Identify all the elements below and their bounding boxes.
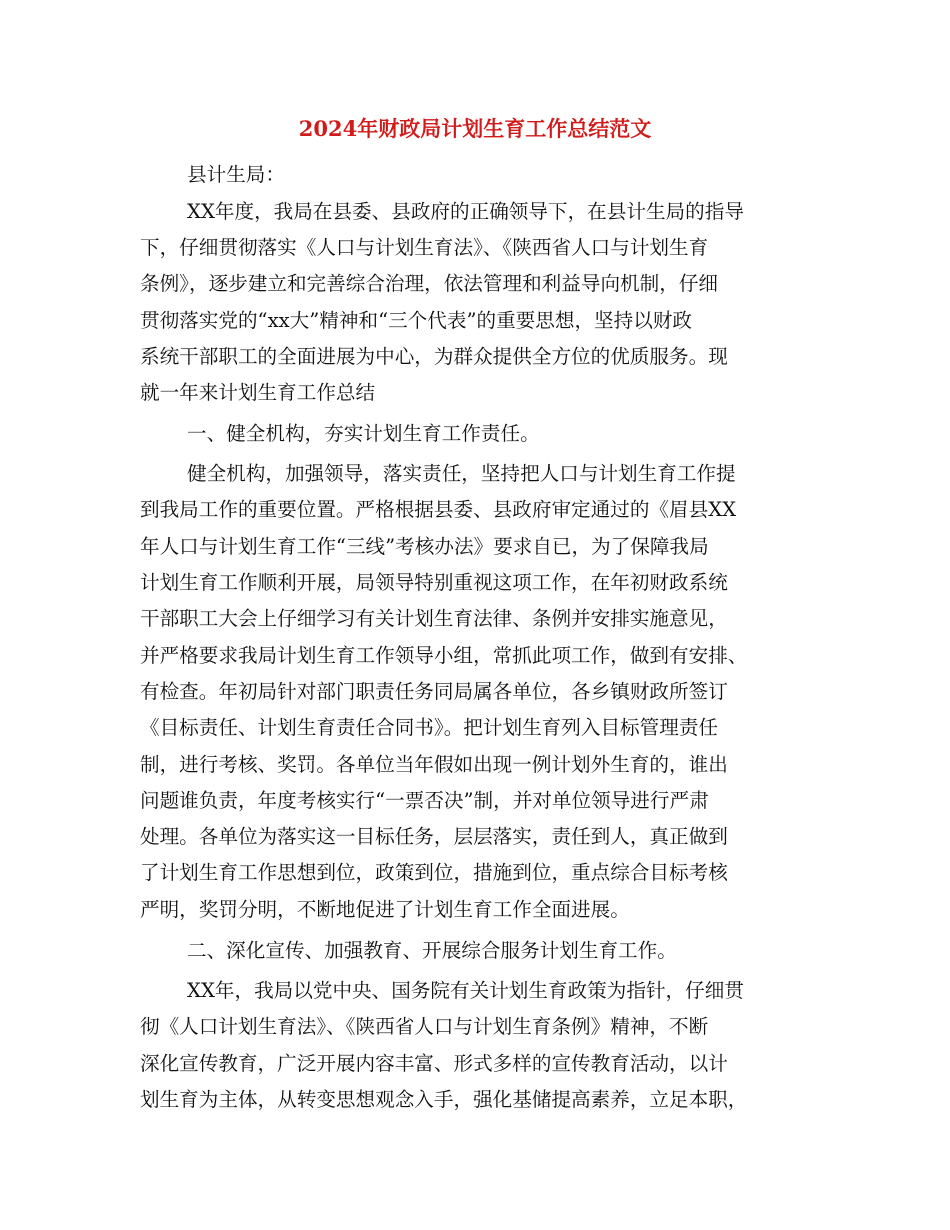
paragraph-line: 彻《人口计划生育法》、《陕西省人口与计划生育条例》精神，不断 bbox=[140, 1015, 709, 1038]
paragraph-line: 干部职工大会上仔细学习有关计划生育法律、条例并安排实施意见， bbox=[140, 607, 728, 630]
paragraph-line: 处理。各单位为落实这一目标任务，层层落实，责任到人，真正做到 bbox=[140, 825, 728, 848]
paragraph-line: 深化宣传教育，广泛开展内容丰富、形式多样的宣传教育活动，以计 bbox=[140, 1052, 728, 1075]
paragraph-line: 条例》，逐步建立和完善综合治理，依法管理和利益导向机制，仔细 bbox=[140, 272, 719, 295]
paragraph-line: 了计划生育工作思想到位，政策到位，措施到位，重点综合目标考核 bbox=[140, 861, 728, 884]
paragraph-line: XX年度，我局在县委、县政府的正确领导下，在县计生局的指导 bbox=[187, 200, 744, 223]
paragraph-line: 计划生育工作顺利开展，局领导特别重视这项工作，在年初财政系统 bbox=[140, 571, 728, 594]
paragraph-line: 到我局工作的重要位置。严格根据县委、县政府审定通过的《眉县XX bbox=[140, 498, 737, 521]
paragraph-line: 年人口与计划生育工作“三线”考核办法》要求自已，为了保障我局 bbox=[140, 535, 709, 558]
section-heading: 一、健全机构，夯实计划生育工作责任。 bbox=[187, 422, 540, 445]
paragraph-line: 严明，奖罚分明，不断地促进了计划生育工作全面进展。 bbox=[140, 898, 630, 921]
paragraph-line: 健全机构，加强领导，落实责任，坚持把人口与计划生育工作提 bbox=[187, 462, 736, 485]
section-heading: 二、深化宣传、加强教育、开展综合服务计划生育工作。 bbox=[187, 939, 677, 962]
paragraph-line: 问题谁负责，年度考核实行“一票否决”制，并对单位领导进行严肃 bbox=[140, 789, 709, 812]
paragraph-line: XX年，我局以党中央、国务院有关计划生育政策为指针，仔细贯 bbox=[187, 979, 744, 1002]
paragraph-line: 下，仔细贯彻落实《人口与计划生育法》、《陕西省人口与计划生育 bbox=[140, 236, 709, 259]
paragraph-line: 《目标责任、计划生育责任合同书》。把计划生育列入目标管理责任 bbox=[140, 716, 719, 739]
paragraph-line: 制，进行考核、奖罚。各单位当年假如出现一例计划外生育的，谁出 bbox=[140, 753, 728, 776]
paragraph-line: 有检查。年初局针对部门职责任务同局属各单位，各乡镇财政所签订 bbox=[140, 680, 728, 703]
paragraph-line: 系统干部职工的全面进展为中心，为群众提供全方位的优质服务。现 bbox=[140, 345, 728, 368]
document-title: 2024年财政局计划生育工作总结范文 bbox=[298, 116, 652, 141]
salutation: 县计生局： bbox=[187, 163, 285, 186]
paragraph-line: 就一年来计划生育工作总结 bbox=[140, 381, 376, 404]
paragraph-line: 划生育为主体，从转变思想观念入手，强化基储提高素养，立足本职， bbox=[140, 1088, 748, 1111]
paragraph-line: 并严格要求我局计划生育工作领导小组，常抓此项工作，做到有安排、 bbox=[140, 644, 748, 667]
paragraph-line: 贯彻落实党的“xx大”精神和“三个代表”的重要思想，坚持以财政 bbox=[140, 309, 693, 332]
